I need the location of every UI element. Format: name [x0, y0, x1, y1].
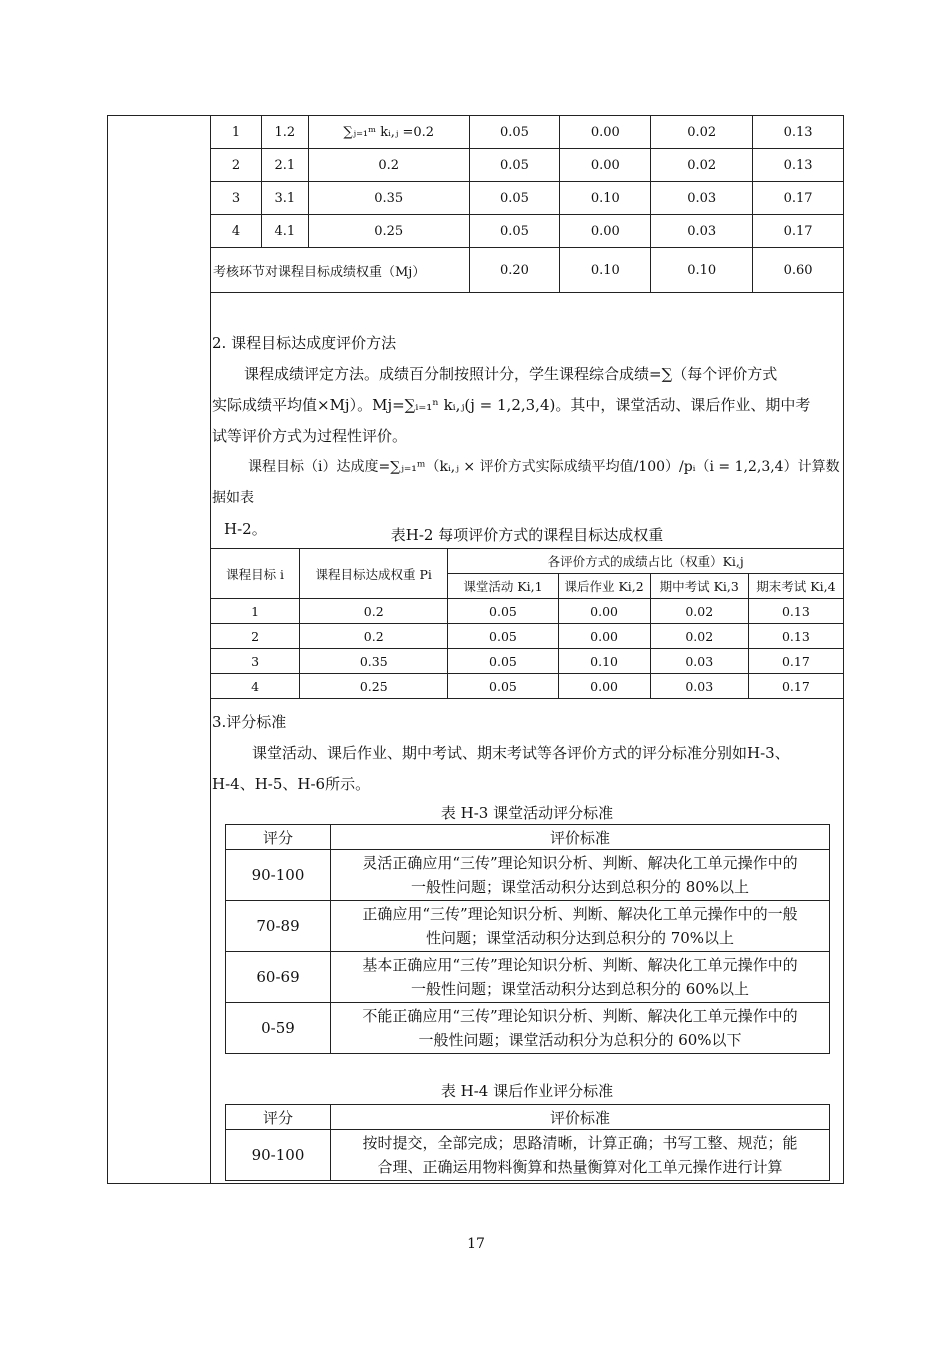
score-cell: 90-100 — [226, 850, 331, 901]
table-cell: 1 — [211, 116, 262, 149]
table-cell: 0.10 — [560, 182, 651, 215]
header-col: 课后作业 Ki,2 — [558, 574, 650, 599]
score-cell: 70-89 — [226, 901, 331, 952]
table-cell: 0.13 — [748, 599, 843, 624]
table-cell: 0.02 — [651, 116, 753, 149]
score-cell: 0-59 — [226, 1003, 331, 1054]
table-cell: 0.10 — [558, 649, 650, 674]
table-cell: 0.02 — [651, 149, 753, 182]
section3 — [212, 707, 842, 800]
table-cell: 0.05 — [469, 149, 560, 182]
table-cell: 0.00 — [558, 599, 650, 624]
table-row — [211, 674, 844, 699]
page-number: 17 — [467, 1236, 485, 1252]
table-cell: 0.35 — [300, 649, 448, 674]
standard-line: 正确应用“三传”理论知识分析、判断、解决化工单元操作中的一般 — [362, 905, 798, 923]
paragraph-line: H-4、H-5、H-6所示。 — [212, 775, 371, 793]
table-row — [226, 952, 830, 1003]
classroom-criteria-table — [225, 824, 830, 1054]
table-cell: 0.05 — [448, 674, 558, 699]
score-cell: 60-69 — [226, 952, 331, 1003]
table-row — [211, 182, 844, 215]
table-row — [211, 649, 844, 674]
table-row — [211, 149, 844, 182]
homework-criteria-table — [225, 1104, 830, 1181]
paragraph-line: 课程成绩评定方法。成绩百分制按照计分，学生课程综合成绩=∑（每个评价方式 — [244, 365, 778, 383]
table-row — [211, 624, 844, 649]
table-cell: 0.00 — [560, 149, 651, 182]
mj-row — [211, 248, 844, 293]
table-cell: 0.17 — [748, 649, 843, 674]
mj-label: 考核环节对课程目标成绩权重（Mj） — [211, 248, 470, 293]
table-cell: 3 — [211, 649, 300, 674]
standard-cell — [331, 1130, 830, 1181]
table-cell: 0.35 — [308, 182, 469, 215]
header-standard: 评价标准 — [331, 825, 830, 850]
table-row — [211, 116, 844, 149]
standard-cell — [331, 850, 830, 901]
table-cell: 0.17 — [748, 674, 843, 699]
table2-caption: 表H-2 每项评价方式的课程目标达成权重 — [390, 526, 664, 544]
table-row — [226, 1003, 830, 1054]
table-cell: 1.2 — [261, 116, 308, 149]
table-row — [226, 901, 830, 952]
paragraph-line: 试等评价方式为过程性评价。 — [212, 427, 408, 445]
table-cell: 0.25 — [308, 215, 469, 248]
standard-line: 灵活正确应用“三传”理论知识分析、判断、解决化工单元操作中的 — [362, 854, 798, 872]
mj-value: 0.10 — [651, 248, 753, 293]
standard-cell — [331, 1003, 830, 1054]
table-cell: 0.05 — [469, 215, 560, 248]
paragraph-line: 实际成绩平均值×Mj）。Mj=∑ᵢ₌₁ⁿ kᵢ,ⱼ(j = 1,2,3,4)。其中，课堂活动、课后作业、期中考 — [212, 396, 811, 414]
table-cell: 0.13 — [753, 149, 844, 182]
header-col: 课堂活动 Ki,1 — [448, 574, 558, 599]
mj-value: 0.60 — [753, 248, 844, 293]
table-cell: 0.13 — [748, 624, 843, 649]
table-cell: 0.2 — [300, 599, 448, 624]
table-cell: 0.2 — [300, 624, 448, 649]
header-col: 期中考试 Ki,3 — [650, 574, 748, 599]
section2-heading: 2. 课程目标达成度评价方法 — [212, 334, 397, 352]
table-cell: 3.1 — [261, 182, 308, 215]
standard-cell — [331, 952, 830, 1003]
header-score: 评分 — [226, 1105, 331, 1130]
table-cell: 3 — [211, 182, 262, 215]
standard-line: 一般性问题；课堂活动积分为总积分的 60%以下 — [418, 1031, 742, 1049]
standard-line: 基本正确应用“三传”理论知识分析、判断、解决化工单元操作中的 — [362, 956, 798, 974]
standard-line: 一般性问题；课堂活动积分达到总积分的 60%以上 — [410, 980, 750, 998]
standard-line: 合理、正确运用物料衡算和热量衡算对化工单元操作进行计算 — [377, 1158, 783, 1176]
standard-line: 一般性问题；课堂活动积分达到总积分的 80%以上 — [410, 878, 750, 896]
table-cell: 1 — [211, 599, 300, 624]
table-cell: 0.25 — [300, 674, 448, 699]
table3-caption: 表 H-3 课堂活动评分标准 — [440, 804, 614, 822]
mj-value: 0.10 — [560, 248, 651, 293]
header-group: 各评价方式的成绩占比（权重）Ki,j — [448, 549, 844, 574]
table-row — [211, 215, 844, 248]
table-cell: 0.03 — [650, 649, 748, 674]
table-cell: 0.05 — [448, 649, 558, 674]
standard-line: 按时提交，全部完成；思路清晰，计算正确；书写工整、规范；能 — [362, 1134, 798, 1152]
paragraph-line: H-2。 — [224, 520, 267, 538]
table-row — [226, 850, 830, 901]
table-cell: 0.00 — [558, 624, 650, 649]
table-cell: 0.13 — [753, 116, 844, 149]
table-cell: ∑ⱼ₌₁ᵐ kᵢ,ⱼ =0.2 — [308, 116, 469, 149]
table-cell: 0.05 — [448, 624, 558, 649]
section3-heading: 3.评分标准 — [212, 713, 287, 731]
table-cell: 4 — [211, 674, 300, 699]
table-cell: 0.03 — [651, 182, 753, 215]
table-cell: 0.00 — [558, 674, 650, 699]
table-row — [226, 1130, 830, 1181]
table-row — [211, 599, 844, 624]
paragraph-line: 课堂活动、课后作业、期中考试、期末考试等各评价方式的评分标准分别如H-3、 — [252, 744, 790, 762]
header-goal: 课程目标 i — [211, 549, 300, 599]
table-cell: 4.1 — [261, 215, 308, 248]
table-cell: 4 — [211, 215, 262, 248]
header-score: 评分 — [226, 825, 331, 850]
header-col: 期末考试 Ki,4 — [748, 574, 843, 599]
score-cell: 90-100 — [226, 1130, 331, 1181]
table-cell: 0.03 — [650, 674, 748, 699]
header-weight: 课程目标达成权重 Pi — [300, 549, 448, 599]
table-cell: 0.05 — [448, 599, 558, 624]
table-cell: 0.05 — [469, 182, 560, 215]
table-cell: 2 — [211, 624, 300, 649]
table-cell: 0.05 — [469, 116, 560, 149]
table-cell: 0.17 — [753, 182, 844, 215]
table-cell: 0.00 — [560, 215, 651, 248]
mj-value: 0.20 — [469, 248, 560, 293]
table-cell: 0.02 — [650, 599, 748, 624]
table-cell: 2 — [211, 149, 262, 182]
section2 — [212, 328, 842, 545]
paragraph-line: 课程目标（i）达成度=∑ⱼ₌₁ᵐ（kᵢ,ⱼ × 评价方式实际成绩平均值/100）/pᵢ（i = 1,2,3,4）计算数据如表 — [212, 459, 840, 506]
table-cell: 0.00 — [560, 116, 651, 149]
table-cell: 0.02 — [650, 624, 748, 649]
table-cell: 0.03 — [651, 215, 753, 248]
standard-cell — [331, 901, 830, 952]
table4-caption: 表 H-4 课后作业评分标准 — [440, 1082, 614, 1100]
table-cell: 0.2 — [308, 149, 469, 182]
table-cell: 2.1 — [261, 149, 308, 182]
standard-line: 性问题；课堂活动积分达到总积分的 70%以上 — [425, 929, 735, 947]
weight-table-continued — [210, 115, 844, 293]
table-cell: 0.17 — [753, 215, 844, 248]
header-standard: 评价标准 — [331, 1105, 830, 1130]
target-weight-table — [210, 548, 844, 699]
standard-line: 不能正确应用“三传”理论知识分析、判断、解决化工单元操作中的 — [362, 1007, 798, 1025]
